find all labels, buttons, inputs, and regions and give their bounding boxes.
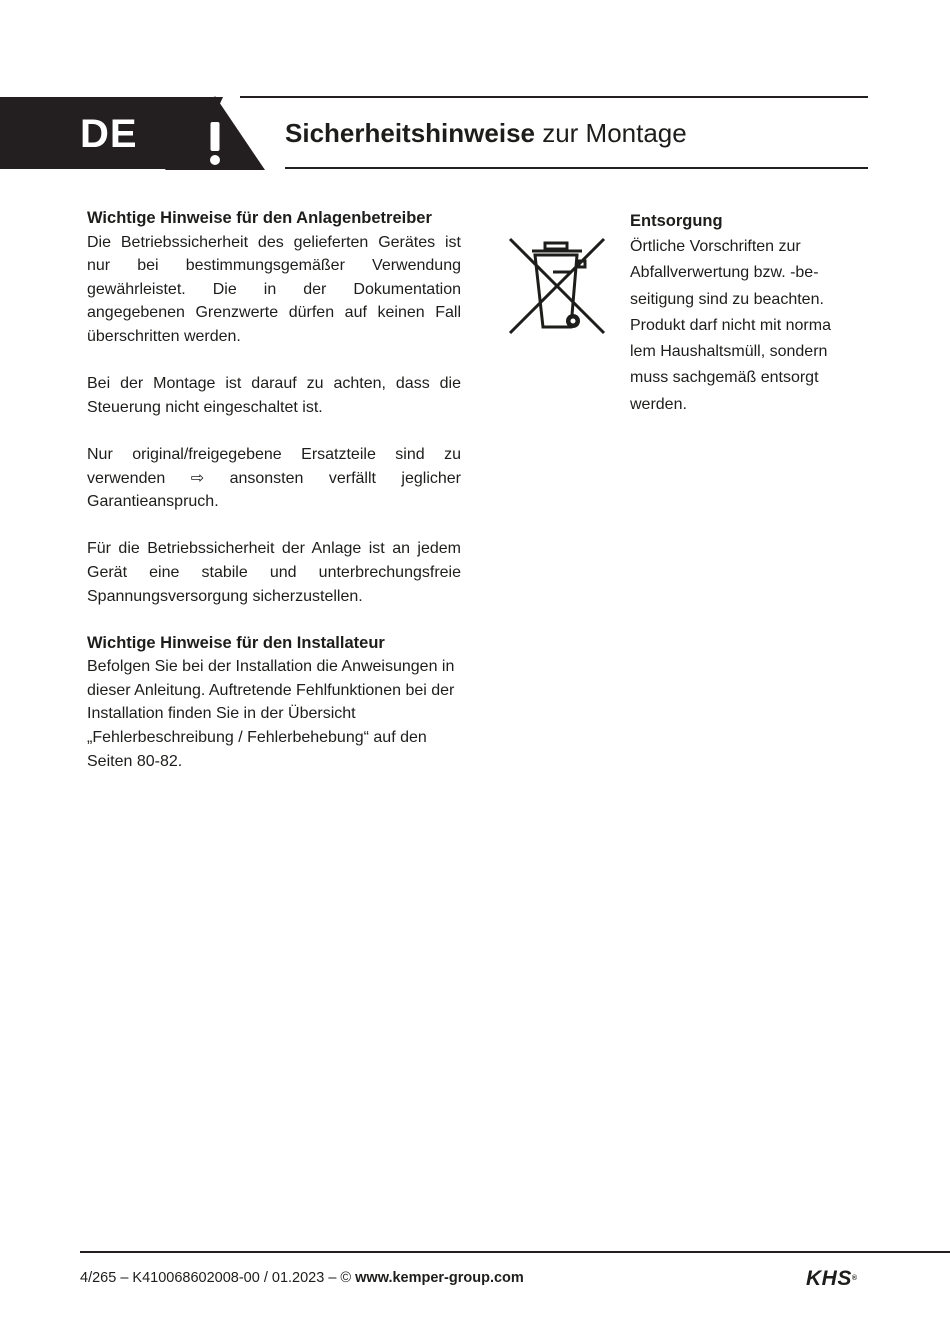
- disposal-line: werden.: [630, 395, 687, 413]
- operator-paragraph-4: Für die Betriebssicherheit der Anlage ist an jedem Gerät eine stabile und unterbrechungsfreie Spannungsversorgung sicherzustellen.: [87, 540, 461, 605]
- operator-paragraph-3: [87, 443, 461, 514]
- page-title-rest: zur Montage: [534, 118, 687, 148]
- right-arrow-icon: ⇨: [190, 469, 205, 487]
- disposal-line: Örtliche Vorschriften zur: [630, 238, 801, 255]
- disposal-line: Abfallverwertung bzw. -be-: [630, 264, 819, 282]
- khs-logo: [806, 1266, 858, 1292]
- installer-heading: Wichtige Hinweise für den Installateur: [87, 633, 385, 652]
- disposal-line: seitigung sind zu beachten.: [630, 290, 824, 308]
- disposal-line: lem Haushaltsmüll, sondern: [630, 343, 828, 361]
- header-rule-bottom: [285, 167, 868, 169]
- website-link[interactable]: www.kemper-group.com: [355, 1270, 524, 1286]
- registered-mark: ®: [851, 1275, 858, 1282]
- right-column: [630, 208, 870, 418]
- operator-heading: Wichtige Hinweise für den Anlagenbetreiber: [87, 209, 432, 227]
- installer-paragraph: Befolgen Sie bei der Installation die Anweisungen in dieser Anleitung. Auftretende Fehlfunktionen bei der Installation finden Sie in der Übersicht „Fehlerbeschreibung / Fehlerbehebung“ auf den Seiten 80-82.: [87, 658, 455, 770]
- left-column: [87, 207, 461, 773]
- warranty-text: ansonsten verfällt jeglicher Garantieanspruch.: [87, 469, 461, 511]
- disposal-line: muss sachgemäß entsorgt: [630, 369, 819, 387]
- language-code: DE: [80, 112, 138, 156]
- page-title: [285, 117, 687, 149]
- khs-logo-text: KHS: [806, 1267, 852, 1290]
- disposal-line: Produkt darf nicht mit norma: [630, 316, 831, 334]
- crossed-out-wheelie-bin-icon: [505, 234, 609, 338]
- disposal-heading: Entsorgung: [630, 212, 723, 230]
- operator-paragraph-1: Die Betriebssicherheit des gelieferten Gerätes ist nur bei bestimmungsgemäßer Verwendung gewährleistet. Die in der Dokumentation angegebenen Grenzwerte dürfen auf keinen Fall überschritten werden.: [87, 233, 461, 345]
- warning-triangle-icon: [165, 96, 265, 170]
- spare-parts-text: Nur original/freigegebene Ersatzteile sind zu verwenden: [87, 445, 461, 487]
- header-rule-top: [240, 96, 868, 98]
- operator-paragraph-2: Bei der Montage ist darauf zu achten, dass die Steuerung nicht eingeschaltet ist.: [87, 375, 461, 416]
- footer-rule: [80, 1251, 950, 1253]
- footer: [80, 1268, 524, 1288]
- document-reference: 4/265 – K410068602008-00 / 01.2023 – ©: [80, 1270, 356, 1286]
- page-title-bold: Sicherheitshinweise: [285, 118, 535, 148]
